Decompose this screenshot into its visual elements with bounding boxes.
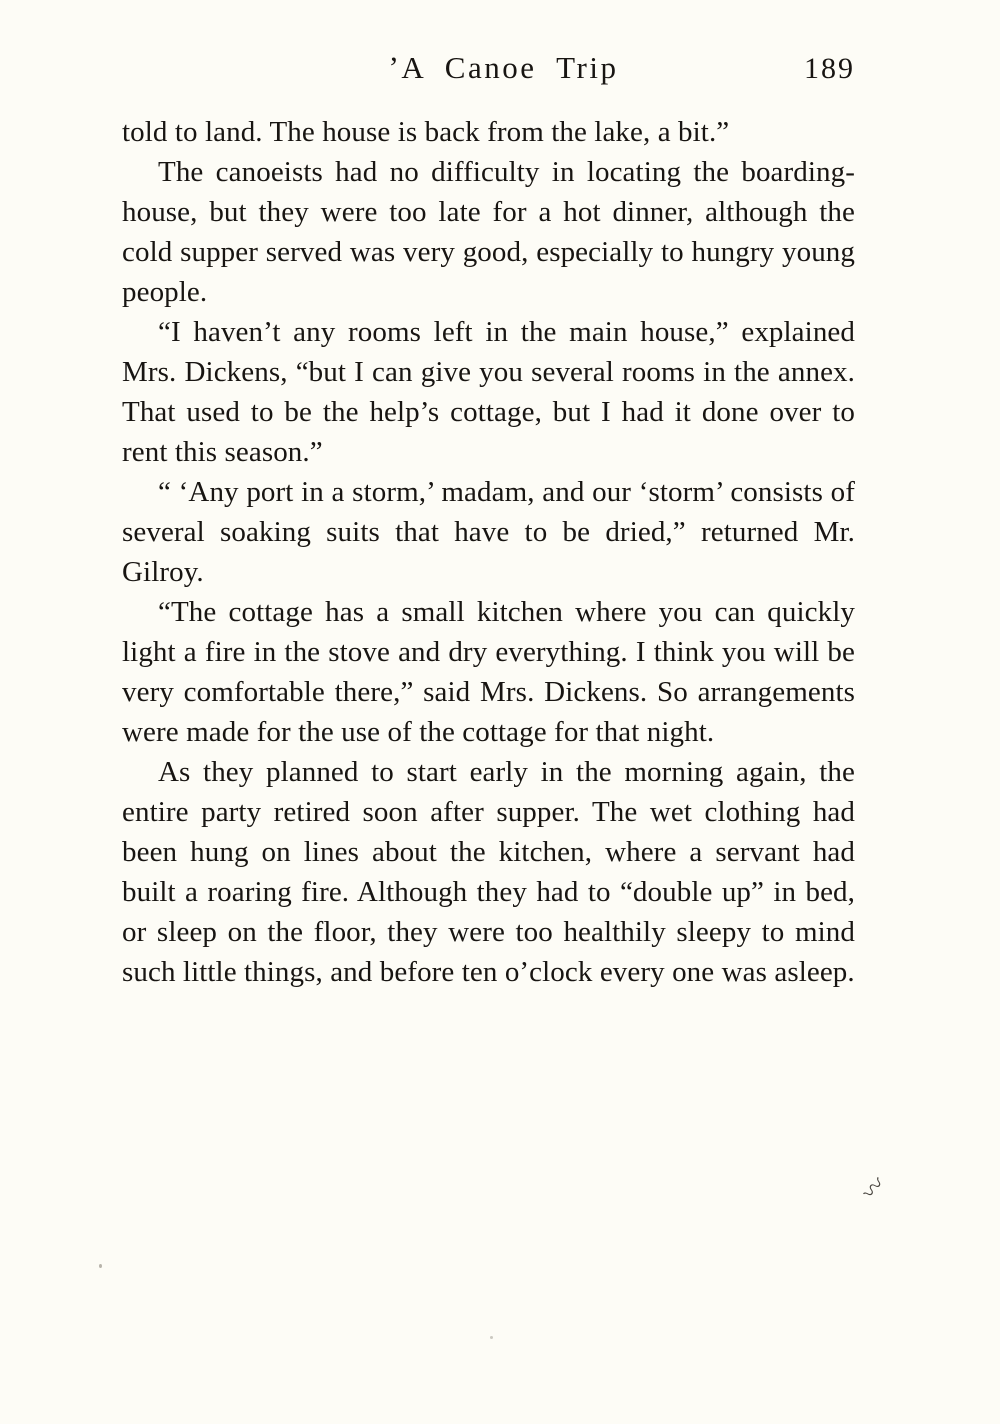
running-head [122, 50, 855, 86]
scan-speck [99, 1264, 102, 1268]
printers-flourish-icon: 〰 [854, 1169, 894, 1208]
paragraph: As they planned to start early in the morning again, the entire party retired soon after supper. The wet clothing had been hung on lines about the kitchen, where a servant had built a roaring fire. Although they had to “double up” in bed, or sleep on the floor, they were too healthily sleepy to mind such little things, and before ten o’clock every one was asleep. [122, 756, 855, 988]
paragraph: told to land. The house is back from the lake, a bit.” [122, 116, 730, 148]
scan-speck [490, 1336, 493, 1339]
page-number: 189 [804, 52, 855, 85]
paragraph: “I haven’t any rooms left in the main house,” explained Mrs. Dickens, “but I can give you several rooms in the annex. That used to be the help’s cottage, but I had it done over to rent this season.” [122, 316, 855, 468]
paragraph: The canoeists had no difficulty in locating the boarding-house, but they were too late for a hot dinner, although the cold supper served was very good, especially to hungry young people. [122, 156, 855, 308]
body-text [122, 112, 855, 992]
paragraph: “The cottage has a small kitchen where you can quickly light a fire in the stove and dry everything. I think you will be very comfortable there,” said Mrs. Dickens. So arrangements were made for the use of the cottage for that night. [122, 596, 855, 748]
paragraph: “ ‘Any port in a storm,’ madam, and our ‘storm’ consists of several soaking suits that have to be dried,” returned Mr. Gilroy. [122, 476, 855, 588]
page-title: ʼA Canoe Trip [388, 50, 619, 85]
